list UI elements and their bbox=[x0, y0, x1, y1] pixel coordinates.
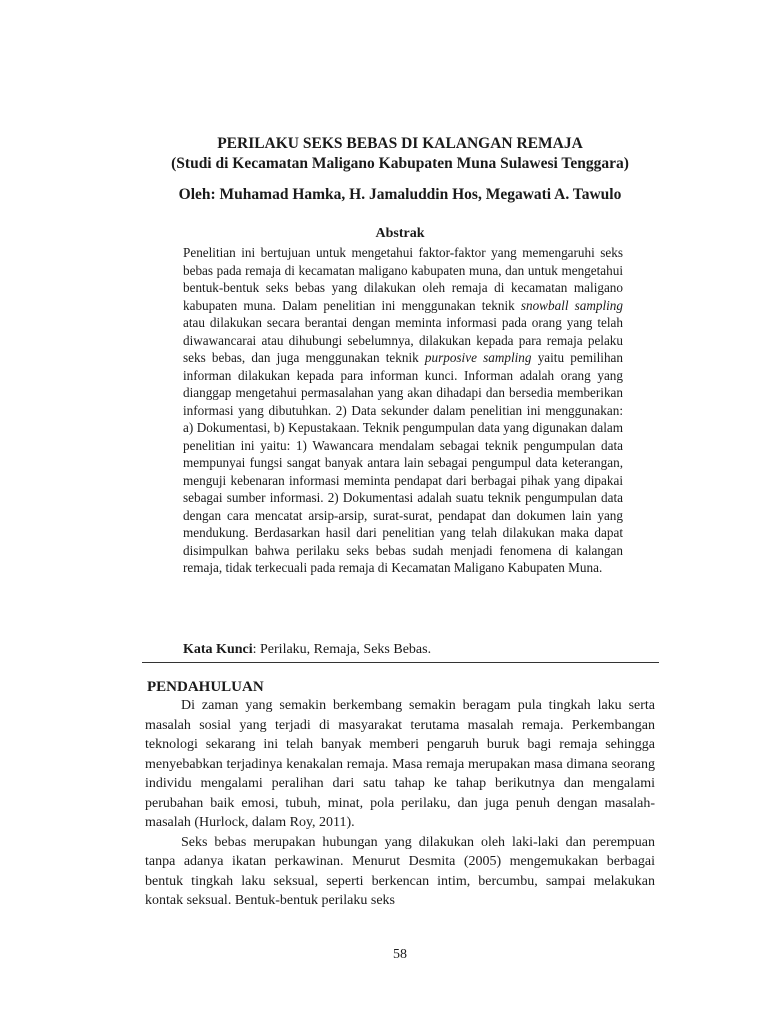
keywords-line bbox=[183, 641, 623, 659]
abstract-text-2: atau dilakukan secara berantai dengan meminta informasi pada orang yang telah diwawancarai atau dihubungi sebelumnya, dilakukan kepada para remaja pelaku seks bebas, dan juga menggunakan teknik bbox=[183, 315, 623, 365]
abstract-text-3: yaitu pemilihan informan dilakukan kepada para informan kunci. Informan adalah orang yang dianggap mengetahui permasalahan yang akan dihadapi dan bersedia memberikan informasi yang dibutuhkan. 2) Data sekunder dalam penelitian ini menggunakan: a) Dokumentasi, b) Kepustakaan. Teknik pengumpulan data yang digunakan dalam penelitian ini yaitu: 1) Wawancara mendalam sebagai teknik pengumpulan data mempunyai fungsi sangat banyak antara lain sebagai pengumpul data keterangan, menguji kebenaran informasi meminta pendapat dari berbagai pihak yang dipakai sebagai sumber informasi. 2) Dokumentasi adalah suatu teknik pengumpulan data dengan cara mencatat arsip-arsip, surat-surat, pendapat dan dokumen lain yang mendukung. Berdasarkan hasil dari penelitian yang telah dilakukan maka dapat disimpulkan bahwa perilaku seks bebas sudah menjadi fenomena di kalangan remaja, tidak terkecuali pada remaja di Kecamatan Maligano Kabupaten Muna. bbox=[183, 350, 624, 575]
abstract-italic-2: purposive sampling bbox=[424, 350, 532, 365]
page-number: 58 bbox=[393, 947, 407, 962]
abstract-paragraph bbox=[183, 244, 623, 577]
abstract-body bbox=[183, 244, 623, 577]
author-line: Oleh: Muhamad Hamka, H. Jamaluddin Hos, Megawati A. Tawulo bbox=[178, 186, 622, 203]
body-paragraph-2: Seks bebas merupakan hubungan yang dilakukan oleh laki-laki dan perempuan tanpa adanya ikatan perkawinan. Menurut Desmita (2005) mengemukakan berbagai bentuk tingkah laku seksual, seperti berkencan intim, bercumbu, sampai melakukan kontak seksual. Bentuk-bentuk perilaku seks bbox=[145, 834, 655, 908]
body-paragraph-1: Di zaman yang semakin berkembang semakin beragam pula tingkah laku serta masalah sosial yang terjadi di masyarakat terutama masalah remaja. Perkembangan teknologi sekarang ini telah banyak memberi pengaruh buruk bagi remaja sehingga menyebabkan terjadinya kenakalan remaja. Masa remaja merupakan masa dimana seorang individu mengalami peralihan dari satu tahap ke tahap berikutnya dan mengalami perubahan baik emosi, tubuh, minat, pola perilaku, dan juga penuh dengan masalah-masalah (Hurlock, dalam Roy, 2011). bbox=[145, 698, 655, 830]
paper-title bbox=[140, 134, 660, 174]
section-divider bbox=[142, 662, 659, 663]
body-text bbox=[145, 696, 655, 911]
title-line-2: (Studi di Kecamatan Maligano Kabupaten Muna Sulawesi Tenggara) bbox=[171, 155, 629, 172]
abstract-heading: Abstrak bbox=[375, 226, 425, 241]
title-line-1: PERILAKU SEKS BEBAS DI KALANGAN REMAJA bbox=[217, 135, 583, 152]
keywords-label: Kata Kunci bbox=[183, 642, 253, 657]
keywords-value: : Perilaku, Remaja, Seks Bebas. bbox=[252, 642, 432, 657]
abstract-text-1: Penelitian ini bertujuan untuk mengetahui faktor-faktor yang memengaruhi seks bebas pada remaja di kecamatan maligano kabupaten muna, dan untuk mengetahui bentuk-bentuk seks bebas yang dilakukan oleh remaja di kecamatan maligano kabupaten muna. Dalam penelitian ini menggunakan teknik bbox=[183, 245, 623, 313]
section-heading: PENDAHULUAN bbox=[147, 679, 264, 695]
abstract-italic-1: snowball sampling bbox=[520, 297, 623, 313]
